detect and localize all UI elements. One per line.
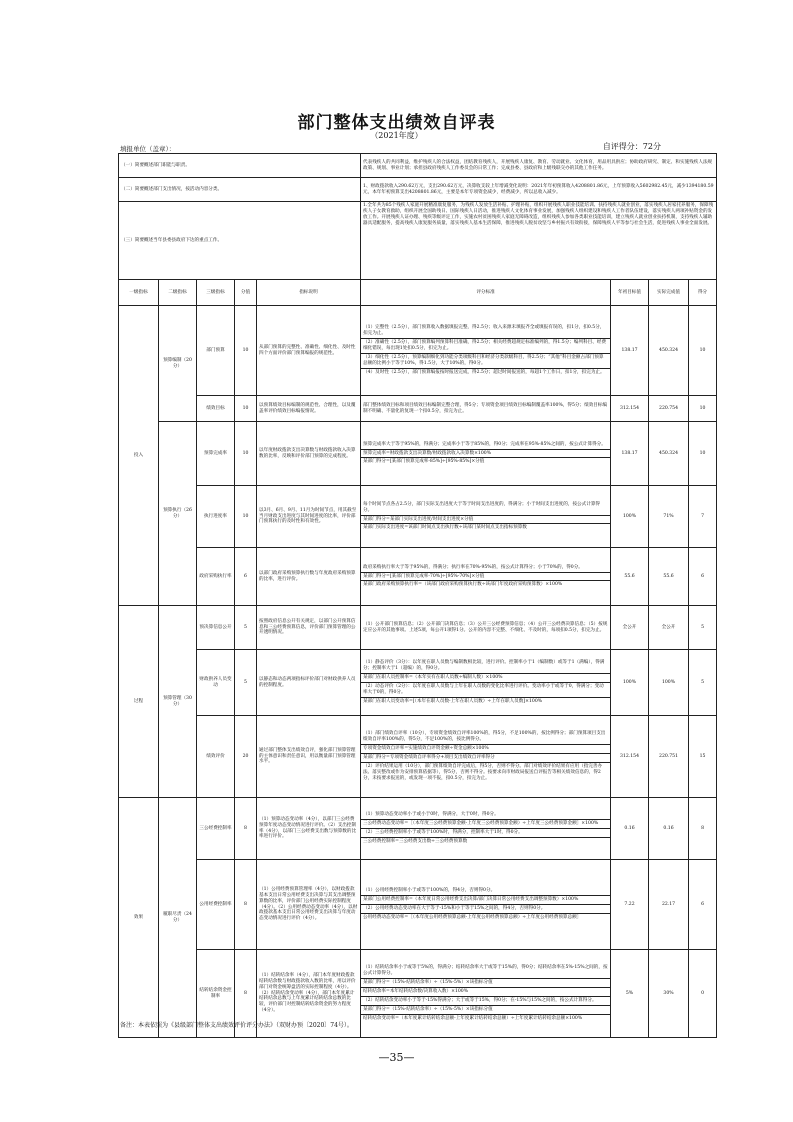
actual-value: 30% <box>649 950 689 1038</box>
level3-indicator: 预算完成率 <box>197 422 235 486</box>
table-row <box>119 716 717 798</box>
criteria-line: （1）完整性（2.5分），部门预算收入数据填报完整，得2.5分；收入来源未填报齐全或填报有误的，扣1分，扣0.5分，扣完为止。 <box>363 325 605 337</box>
column-header: 评分标准 <box>361 280 611 306</box>
criteria-line: 某部门公用经费控制率=（本年度日常公用经费支出决算/部门决算日常公用经费支出调整预算数）×100% <box>361 895 610 903</box>
target-value: 312.154 <box>611 396 649 422</box>
criteria-line: （1）公开部门预算信息；（2）公开部门决算信息；（3）公开三公经费预算信息；（4）公开三公经费决算信息；（5）按规定应公开的其他事项。上述5项，每公开1项得1分。公开的内容不完整、不细化、不及时的，每项扣0.5分，扣完为止。 <box>363 621 608 633</box>
criteria-line: 某部门得分=（15%-结转结余率）÷（15%-5%）×该指标分值 <box>361 1005 610 1013</box>
points: 8 <box>235 798 257 860</box>
points: 8 <box>235 860 257 950</box>
points: 10 <box>235 422 257 486</box>
scoring-criteria <box>361 422 611 486</box>
column-header: 年初目标值 <box>611 280 649 306</box>
indicator-description: 以预算绩效目标编制的规范性、合理性，以及覆盖率评价绩效目标编报情况。 <box>257 396 361 422</box>
target-value: 0.16 <box>611 798 649 860</box>
indicator-description: 通过部门整体支出绩效自评，强化部门预算管理的主体意识和责任意识，用以衡量部门预算管理水平。 <box>257 716 361 798</box>
column-header: 分值 <box>235 280 257 306</box>
criteria-line: 结转结余变动率=（本年度累计结转结余总额-上年度累计结转结余总额）÷上年度累计结转结余总额×100% <box>361 1014 610 1022</box>
target-value: 5% <box>611 950 649 1038</box>
column-header: 一级指标 <box>119 280 159 306</box>
actual-value: 220.754 <box>649 396 689 422</box>
score-value: 0 <box>689 950 717 1038</box>
table-row <box>119 650 717 716</box>
criteria-line: （2）结转结余变动率小于等于-15%得满分；大于或等于15%，得0分；在-15%与15%之间的，按公式计算得分。 <box>361 996 610 1004</box>
column-header: 实际完成值 <box>649 280 689 306</box>
criteria-line: 某部门实际支出进度=该部门时间点支出执行数÷该部门某时间点支出指标预算数 <box>361 523 610 531</box>
level3-indicator: 财政供养人员变动 <box>197 650 235 716</box>
level3-indicator: 三公经费控制率 <box>197 798 235 860</box>
column-header: 指标说明 <box>257 280 361 306</box>
points: 10 <box>235 486 257 548</box>
scoring-criteria <box>361 548 611 606</box>
criteria-line: （3）细化性（2.5分），预算编制细化到功能分类项级科目和经济分类款级科目，得2.5分；“其他”科目金额占部门预算总额的比例小于等于10%，得1.5分，大于10%的，得0分。 <box>361 353 610 367</box>
scoring-criteria <box>361 650 611 716</box>
scoring-criteria <box>361 396 611 422</box>
criteria-line: 某部门政府采购预算执行率=（该部门政府采购预算执行数÷该部门年度政府采购预算数）×100% <box>361 580 610 588</box>
summary-label: （三）简要概述当年县委县政府下达的重点工作。 <box>119 202 361 280</box>
summary-label: （一）简要概述部门职能与职责。 <box>119 154 361 178</box>
criteria-line: 公用经费动态变动率=［（本年度公用经费预算总额-上年度公用经费预算总额）÷上年度公用经费预算总额］ <box>361 913 610 921</box>
actual-value: 0.16 <box>649 798 689 860</box>
criteria-line: （1）公用经费控制率小于或等于100%的，得4分，否则得0分。 <box>363 888 496 894</box>
target-value: 138.17 <box>611 306 649 396</box>
page-title: 部门整体支出绩效自评表 <box>297 113 496 133</box>
indicator-description: 以部门政府采购预算执行数与年度政府采购预算的比率，进行评价。 <box>257 548 361 606</box>
table-row <box>119 548 717 606</box>
points: 5 <box>235 606 257 650</box>
score-value: 15 <box>689 716 717 798</box>
table-row <box>119 486 717 548</box>
level3-indicator: 预决算信息公开 <box>197 606 235 650</box>
summary-row <box>119 178 717 202</box>
actual-value: 220.751 <box>649 716 689 798</box>
criteria-line: 某部门得分=某部门实际支出进度/时间支出进度×分值 <box>361 515 610 523</box>
criteria-line: 政府采购执行率大于等于95%的，得满分；执行率在70%-95%的，按公式计算得分；小于70%的，得0分。 <box>363 564 583 570</box>
criteria-line: （2）动态评价（2分）：以年度在职人员数与上年在职人员数的变化比率进行评价。变动率小于或等于0，得满分；变动率大于0的，得0分。 <box>361 682 610 696</box>
indicator-description: 以3月、6月、9月、11月为时间节点，用其截至当月财政支出进度与其时间进度的比率，评价部门预算执行的及时性和有效性。 <box>257 486 361 548</box>
indicator-description: 从部门预算的完整性、准确性、细化性、及时性四个方面评价部门预算编报的规范性。 <box>257 306 361 396</box>
level2-indicator: 履职尽责（24分） <box>159 798 197 1038</box>
points: 10 <box>235 396 257 422</box>
level3-indicator: 结转结余资金控制率 <box>197 950 235 1038</box>
indicator-description: （1）预算动态变动率（4分），以部门三公经费预算年度动态变动情况进行评价。（2）支出控制率（4分），以部门三公经费支出数与预算数的比率进行评价。 <box>257 798 361 860</box>
scoring-criteria <box>361 606 611 650</box>
level2-indicator: 预算管理（30分） <box>159 606 197 798</box>
criteria-line: （1）部门绩效自评率（10分），专项资金绩效自评率100%的，得5分，不足100%的，按比例得分；部门预算项目支出绩效自评率100%的，得5分，不足100%的，按比例得分。 <box>363 731 606 743</box>
points: 10 <box>235 306 257 396</box>
column-header: 三级指标 <box>197 280 235 306</box>
target-value: 55.6 <box>611 548 649 606</box>
summary-text: 1.全年共为85个残疾人家庭开展精准康复服务，为残疾人发放生活补贴、护理补贴，组织开展残疾人职业技能培训、扶持残疾人就业创业，落实残疾人居家托养服务，保障残疾人子女教育救助，组织开展全国助残日、国际残疾人日活动，推进残疾人文化体育事业发展，加强残疾人组织建设和残疾人工作者队伍建设，落实残疾人两项补贴资金的发放工作。开展残疾人证办理、残疾等级评定工作，实施农村贫困残疾人家庭无障碍改造，组织残疾人参加各类职业技能培训，建立残疾人就业创业扶持机制，支持残疾人辅助器具适配服务，提高残疾人康复服务质量，落实残疾人基本生活保障，推进残疾人脱贫攻坚与乡村振兴有效衔接，保障残疾人平等参与社会生活，促进残疾人事业全面发展。 <box>361 202 717 280</box>
table-header-row <box>119 280 717 306</box>
actual-value: 100% <box>649 650 689 716</box>
level3-indicator: 公用经费控制率 <box>197 860 235 950</box>
score-value: 7 <box>689 486 717 548</box>
level3-indicator: 政府采购执行率 <box>197 548 235 606</box>
level1-indicator: 过程 <box>119 606 159 798</box>
level3-indicator: 绩效目标 <box>197 396 235 422</box>
table-row <box>119 860 717 950</box>
points: 8 <box>235 950 257 1038</box>
criteria-line: 结转结余率=本年结转结余数/决算收入数）×100% <box>361 987 610 995</box>
table-row <box>119 306 717 396</box>
actual-value: 71% <box>649 486 689 548</box>
actual-value: 22.17 <box>649 860 689 950</box>
level3-indicator: 部门预算 <box>197 306 235 396</box>
page-number: —35— <box>378 1051 415 1064</box>
criteria-line: （1）静态评价（3分）：以年度在职人员数与编制数相比较，进行评价。控制率小于1（编制数）或等于1（满编），得满分；控制率大于1（超编）的，得0分。 <box>363 660 605 672</box>
indicator-description: （1）公用经费预算管理率（4分），以财政拨款基本支出日常公用经费支出决算与其支出调整预算数的比率，评价部门公用经费实际控制程度（4分）。（2）公用经费动态变动率（4分），以财政拨款基本支出日常公用经费支出决算与年度动态变动情况进行评价（4分）。 <box>257 860 361 950</box>
criteria-line: （4）及时性（2.5分），部门预算编报按时报送完成，得2.5分；超过时间报送的，每超1个工作日，扣1分，扣完为止。 <box>361 368 610 376</box>
scoring-criteria <box>361 860 611 950</box>
evaluation-table <box>118 153 717 1038</box>
table-row <box>119 798 717 860</box>
score-value: 6 <box>689 548 717 606</box>
criteria-line: 预算完成率大于等于95%的，得满分；完成率小于等于85%的，得0分；完成率在95%-85%之间的，按公式计算得分。 <box>363 441 606 447</box>
target-value: 100% <box>611 486 649 548</box>
criteria-line: （2）公用经费动态变动率在大于等于-15%和小于等于15%之间的，得4分，否则得0分。 <box>361 904 610 912</box>
criteria-line: 三公经费控制率=三公经费支出数÷三公经费预算数 <box>361 837 610 845</box>
criteria-line: 预算完成率=财政拨款支出决算数/财政拨款收入决算数×100% <box>361 449 610 457</box>
target-value: 138.17 <box>611 422 649 486</box>
score-value: 10 <box>689 422 717 486</box>
report-year: （2021年度） <box>370 131 423 140</box>
score-value: 5 <box>689 606 717 650</box>
table-row <box>119 606 717 650</box>
scoring-criteria <box>361 950 611 1038</box>
criteria-line: （2）评价结果运用（10分），部门预算绩效自评完成后，得5分，否则不得分。部门对绩效评价结果有应用（指完善办法、落实整改或作为安排预算依据等），得5分，否则不得分。按要求向市财政局报送自评报告等相关绩效信息的，得2分，未按要求报送的，或发现一项不报，扣0.5分，扣完为止。 <box>361 762 610 782</box>
indicator-description: 以静态和动态两项指标评价部门对财政供养人员的控制程度。 <box>257 650 361 716</box>
points: 20 <box>235 716 257 798</box>
target-value: 312.154 <box>611 716 649 798</box>
criteria-line: 每个时间节点各占2.5分，部门实际支出进度大于等于时间支出进度的，得满分；小于时间支出进度的，按公式计算得分。 <box>363 501 601 513</box>
reporting-unit-label: 填报单位（盖章）： <box>120 145 176 153</box>
summary-row <box>119 154 717 178</box>
summary-row <box>119 202 717 280</box>
criteria-line: （1）结转结余率小于或等于5%的，得满分；结转结余率大于或等于15%的，得0分；结转结余率在5%-15%之间的，按公式计算得分。 <box>363 965 608 977</box>
column-header: 二级指标 <box>159 280 197 306</box>
actual-value: 450.324 <box>649 306 689 396</box>
level1-indicator: 效果 <box>119 798 159 1038</box>
score-value: 8 <box>689 798 717 860</box>
criteria-line: （2）三公经费控制率小于或等于100%时，得满分，控制率大于1时，得0分。 <box>361 828 610 836</box>
target-value: 全公开 <box>611 606 649 650</box>
target-value: 100% <box>611 650 649 716</box>
score-value: 5 <box>689 650 717 716</box>
actual-value: 55.6 <box>649 548 689 606</box>
scoring-criteria <box>361 486 611 548</box>
criteria-line: 某部门在职人员变动率=[（本年在职人员数-上年在职人员数）÷上年在职人员数]×100% <box>361 697 610 705</box>
criteria-line: （1）预算动态变动率小于或小于0时，得满分，大于0时，得0分。 <box>363 812 499 818</box>
table-row <box>119 396 717 422</box>
points: 5 <box>235 650 257 716</box>
summary-label: （二）简要概述部门支出情况，按活动内容分类。 <box>119 178 361 202</box>
score-value: 10 <box>689 396 717 422</box>
indicator-description: （1）结转结余率（4分），部门本年度财政拨款结转结余数与财政拨款收入数的比率，用以评价部门对资金统筹盘活的实际控制程度（4分）。（2）结转结余变动率（4分），部门本年度累计结转结余总数与上年度累计结转结余总数的比较，评价部门对控制结转结余资金的努力程度（4分）。 <box>257 950 361 1038</box>
level2-indicator: 预算执行（26分） <box>159 422 197 606</box>
criteria-line: 某部门在职人员控制率=（本年实有在职人员数÷编制人数）×100% <box>361 673 610 681</box>
footnote: 备注：本表依照为《县级部门整体支出绩效评价评分办法》（双财办预〔2020〕74号）。 <box>120 1022 353 1029</box>
scoring-criteria <box>361 306 611 396</box>
actual-value: 450.324 <box>649 422 689 486</box>
column-header: 得分 <box>689 280 717 306</box>
indicator-description: 按照政府信息公开有关规定，以部门公开预算信息和三公经费预算信息，评价部门预算管理的公开透明情况。 <box>257 606 361 650</box>
indicator-description: 以年度财政拨款支出决算数与财政拨款收入决算数的比率，反映和评价部门预算的完成程度。 <box>257 422 361 486</box>
summary-text: 代表残疾人的共同利益，维护残疾人的合法权益，团结教育残疾人，开展残疾人康复、教育、劳动就业、文化体育，用品用具供应；协助政府研究、制定、和实施残疾人法规政策、规划、事业计划；承担县政府残疾人工作委员会的日常工作；完成县委、县政府和上级残联交办的其他工作任务。 <box>361 154 717 178</box>
points: 6 <box>235 548 257 606</box>
criteria-line: 某部门得分=[某部门预算完成率-70%]÷[95%-70%]×分值 <box>361 572 610 580</box>
level1-indicator: 投入 <box>119 306 159 606</box>
criteria-line: 部门整体绩效目标和项目绩效目标编制完整合理，得5分；专项资金项目绩效目标编制覆盖率100%，得5分；绩效目标编制不明确、不量化的复现一个扣0.5分，扣完为止。 <box>363 402 608 414</box>
level3-indicator: 执行进度率 <box>197 486 235 548</box>
criteria-line: 某部门得分=（15%-结转结余率）÷（15%-5%）×该指标分值 <box>361 978 610 986</box>
criteria-line: 三公经费动态变动率=［（本年度三公经费预算金额-上年度三公经费预算金额）÷上年度三公经费预算金额］×100% <box>361 819 610 827</box>
self-evaluation-score: 自评得分：72分 <box>602 142 661 151</box>
score-value: 6 <box>689 860 717 950</box>
criteria-line: （2）准确性（2.5分），部门预算编列预算科目准确，得2.5分；相关经费超规定标准编列的，得1.5分；编列科目、经费细化错误，每出现1处扣0.5分，扣完为止。 <box>361 338 610 352</box>
level3-indicator: 绩效评价 <box>197 716 235 798</box>
criteria-line: 某部门得分=专项资金绩效自评率得分+项目支出绩效自评率得分 <box>361 753 610 761</box>
level2-indicator: 预算编制（20分） <box>159 306 197 422</box>
actual-value: 全公开 <box>649 606 689 650</box>
table-row <box>119 422 717 486</box>
criteria-line: 某部门得分=[某部门预算完成率-85%]÷[95%-85%]×分值 <box>361 457 610 465</box>
summary-text: 1、财政拨款收入290.62万元，支出290.62万元，决算收支较上年增减变化说明：2021年年初预算收入4208801.86元，上年预算收入5602982.45元，减少1394180.59元，本年年初预算支出4208801.86元，主要是本年专项资金减少，经费减少，所以总收入减少。 <box>361 178 717 202</box>
criteria-line: 专项资金绩效自评率=实施绩效自评资金额÷资金总额×100% <box>361 744 610 752</box>
score-value: 10 <box>689 306 717 396</box>
scoring-criteria <box>361 798 611 860</box>
scoring-criteria <box>361 716 611 798</box>
target-value: 7.22 <box>611 860 649 950</box>
